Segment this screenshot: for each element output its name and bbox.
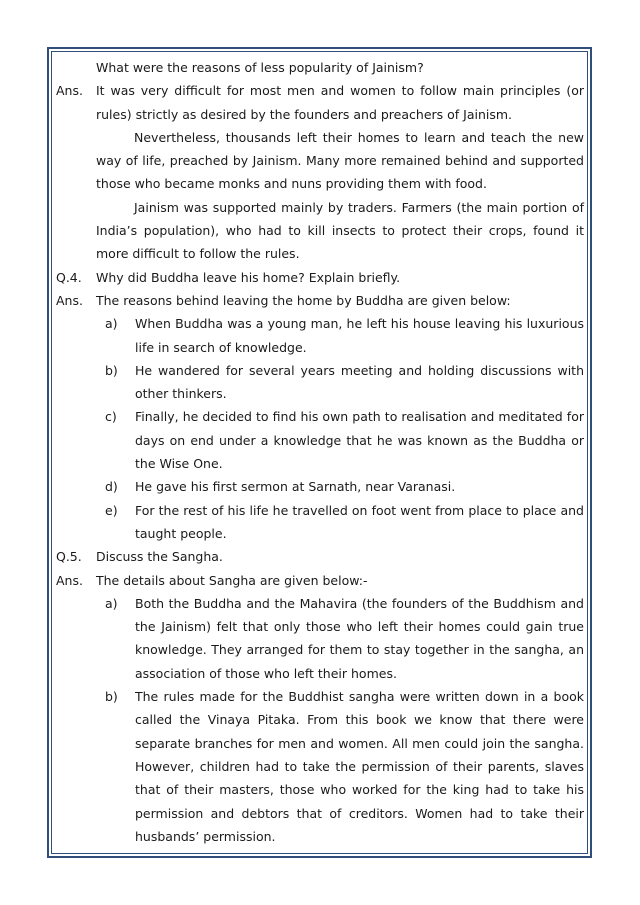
q3-paragraph-3: Jainism was supported mainly by traders. Farmers (the main portion of India’s population), who had to kill insects to protect their crops, found it more difficult to follow the rules. bbox=[96, 199, 584, 262]
list-item-text: The rules made for the Buddhist sangha were written down in a book called the Vinaya Pitaka. From this book we know that there were separate branches for men and women. All men could join the sangha. However, children had to take the permission of their parents, slaves that of their masters, those who worked for the king had to take his permission and debtors that of creditors. Women had to take their husbands’ permission. bbox=[135, 689, 584, 844]
q4-list bbox=[56, 312, 584, 545]
list-marker: d) bbox=[105, 479, 118, 495]
list-marker: b) bbox=[105, 689, 118, 705]
list-item-text: When Buddha was a young man, he left his house leaving his luxurious life in search of knowledge. bbox=[135, 316, 584, 355]
list-marker: a) bbox=[105, 316, 118, 332]
list-item-text: Both the Buddha and the Mahavira (the founders of the Buddhism and the Jainism) felt that only those who left their homes could gain true knowledge. They arranged for them to stay together in the sangha, an association of those who left their homes. bbox=[135, 595, 584, 681]
list-item bbox=[96, 359, 584, 406]
q3-question: What were the reasons of less popularity of Jainism? bbox=[96, 60, 424, 75]
q5-question: Discuss the Sangha. bbox=[96, 549, 223, 565]
q4-question: Why did Buddha leave his home? Explain briefly. bbox=[96, 269, 401, 285]
q4-intro: The reasons behind leaving the home by Buddha are given below: bbox=[96, 292, 511, 308]
list-item-text: Finally, he decided to find his own path to realisation and meditated for days on end under a knowledge that he was known as the Buddha or the Wise One. bbox=[135, 409, 584, 472]
q5-answer-row bbox=[56, 569, 584, 592]
list-marker: e) bbox=[105, 502, 118, 518]
list-marker: a) bbox=[105, 595, 118, 611]
q4-answer-row bbox=[56, 289, 584, 312]
q5-label: Q.5. bbox=[56, 549, 82, 565]
list-item bbox=[96, 685, 584, 848]
list-item-text: He gave his first sermon at Sarnath, near Varanasi. bbox=[135, 479, 456, 495]
q5-ans-label: Ans. bbox=[56, 572, 83, 588]
q4-label: Q.4. bbox=[56, 269, 82, 285]
list-marker: c) bbox=[105, 409, 117, 425]
list-item bbox=[96, 499, 584, 546]
q5-question-row bbox=[56, 545, 584, 568]
q3-paragraph-1: It was very difficult for most men and women to follow main principles (or rules) strictly as desired by the founders and preachers of Jainism. bbox=[96, 83, 584, 122]
q3-ans-label: Ans. bbox=[56, 83, 83, 99]
list-item bbox=[96, 475, 584, 498]
q3-answer-row bbox=[56, 79, 584, 265]
q3-question-row bbox=[56, 56, 584, 79]
page-content bbox=[56, 56, 584, 848]
q3-answer bbox=[96, 79, 584, 265]
q5-list bbox=[56, 592, 584, 848]
list-item-text: He wandered for several years meeting and holding discussions with other thinkers. bbox=[135, 362, 584, 402]
list-item-text: For the rest of his life he travelled on foot went from place to place and taught people. bbox=[135, 502, 584, 541]
list-marker: b) bbox=[105, 362, 118, 378]
q3-label bbox=[56, 56, 96, 79]
q4-question-row bbox=[56, 266, 584, 289]
q5-intro: The details about Sangha are given below:- bbox=[96, 572, 368, 588]
list-item bbox=[96, 312, 584, 359]
list-item bbox=[96, 592, 584, 685]
list-item bbox=[96, 405, 584, 475]
q4-ans-label: Ans. bbox=[56, 292, 83, 308]
q3-paragraph-2: Nevertheless, thousands left their homes to learn and teach the new way of life, preached by Jainism. Many more remained behind and supported those who became monks and nuns providing them with food. bbox=[96, 129, 584, 192]
